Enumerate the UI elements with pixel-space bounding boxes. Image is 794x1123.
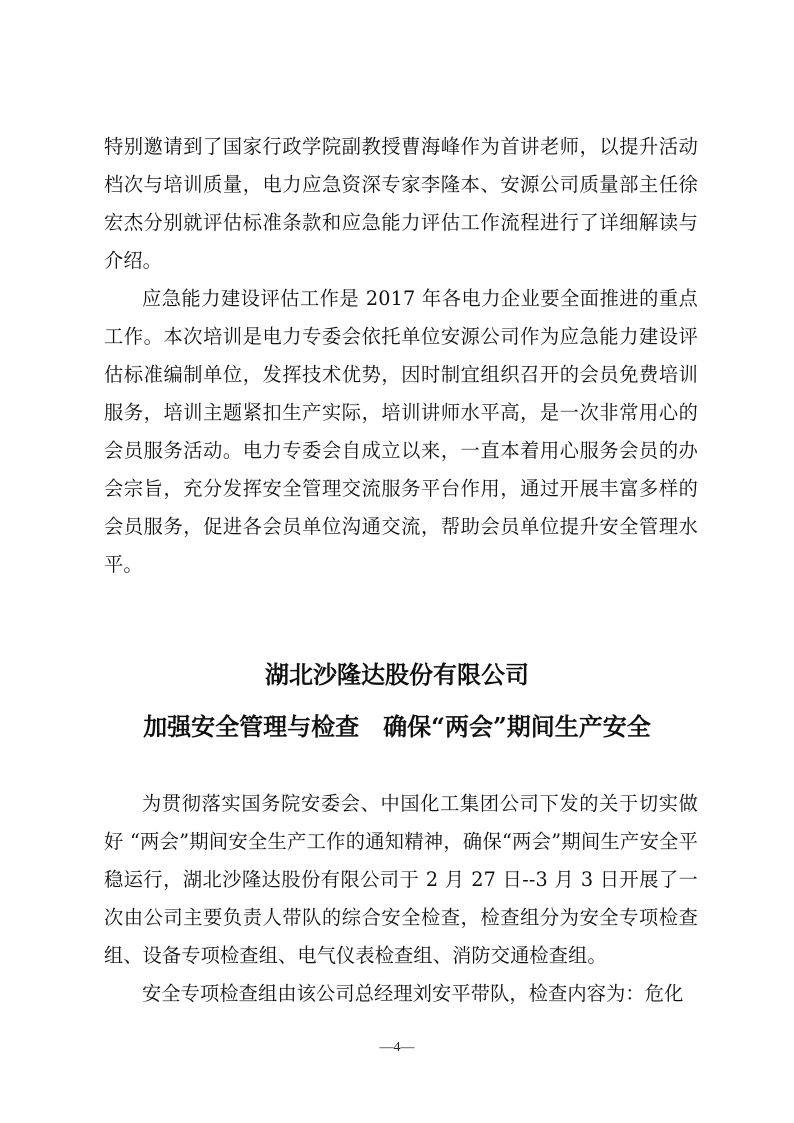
paragraph-two-sessions-inspection: 为贯彻落实国务院安委会、中国化工集团公司下发的关于切实做好 “两会”期间安全生产工作的通知精神，确保“两会”期间生产安全平稳运行，湖北沙隆达股份有限公司于 2 月 27 日--3 月 3 日开展了一次由公司主要负责人带队的综合安全检查，检查组分为安全专项检查组、设备专项检查组、电气仪表检查组、消防交通检查组。 [104,792,698,967]
paragraph-emergency-capability-assessment: 应急能力建设评估工作是 2017 年各电力企业要全面推进的重点工作。本次培训是电力专委会依托单位安源公司作为应急能力建设评估标准编制单位，发挥技术优势，因时制宜组织召开的会员免费培训服务，培训主题紧扣生产实际，培训讲师水平高，是一次非常用心的会员服务活动。电力专委会自成立以来，一直本着用心服务会员的办会宗旨，充分发挥安全管理交流服务平台作用，通过开展丰富多样的会员服务，促进各会员单位沟通交流，帮助会员单位提升安全管理水平。 [104,287,698,576]
article-title-headline: 加强安全管理与检查 确保“两会”期间生产安全 [143,712,651,741]
paragraph-safety-inspection-group: 安全专项检查组由该公司总经理刘安平带队，检查内容为：危化 [142,982,684,1005]
page-number: —4— [379,1040,415,1055]
paragraph-training-instructors: 特别邀请到了国家行政学院副教授曹海峰作为首讲老师，以提升活动档次与培训质量，电力应急资深专家李隆本、安源公司质量部主任徐宏杰分别就评估标准条款和应急能力评估工作流程进行了详细解读与介绍。 [104,135,698,272]
article-title-company: 湖北沙隆达股份有限公司 [265,660,529,689]
